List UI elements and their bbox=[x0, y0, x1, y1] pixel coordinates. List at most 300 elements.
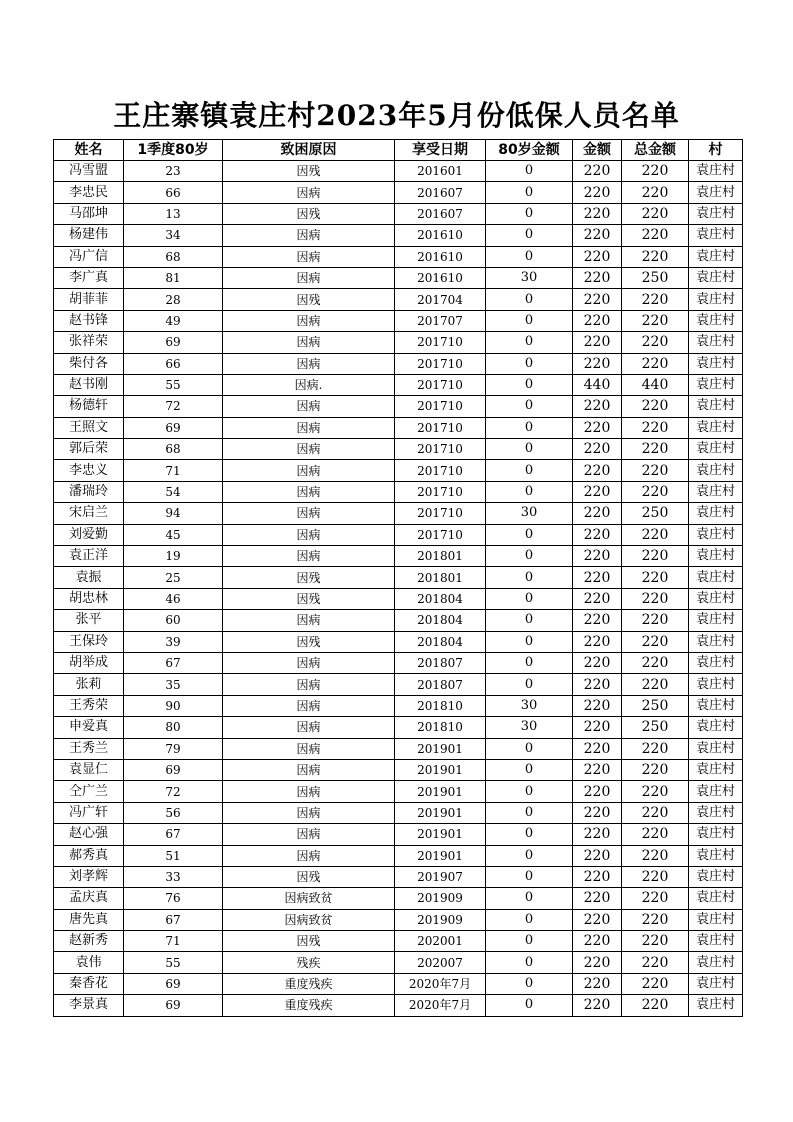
cell-date: 201901 bbox=[395, 781, 486, 802]
cell-reason: 因残 bbox=[223, 588, 395, 609]
cell-amount: 220 bbox=[573, 888, 622, 909]
cell-amount: 220 bbox=[573, 396, 622, 417]
cell-80-amount: 0 bbox=[486, 995, 573, 1016]
cell-age: 60 bbox=[124, 610, 223, 631]
cell-date: 201807 bbox=[395, 674, 486, 695]
cell-reason: 因病 bbox=[223, 524, 395, 545]
cell-reason: 因病 bbox=[223, 246, 395, 267]
cell-total: 220 bbox=[622, 952, 689, 973]
cell-amount: 220 bbox=[573, 289, 622, 310]
cell-total: 220 bbox=[622, 546, 689, 567]
cell-reason: 重度残疾 bbox=[223, 995, 395, 1016]
cell-80-amount: 0 bbox=[486, 417, 573, 438]
cell-village: 袁庄村 bbox=[689, 610, 743, 631]
table-row bbox=[54, 203, 743, 224]
cell-reason: 因病 bbox=[223, 439, 395, 460]
cell-80-amount: 0 bbox=[486, 909, 573, 930]
cell-amount: 220 bbox=[573, 824, 622, 845]
cell-village: 袁庄村 bbox=[689, 888, 743, 909]
cell-80-amount: 0 bbox=[486, 182, 573, 203]
cell-village: 袁庄村 bbox=[689, 717, 743, 738]
cell-reason: 因病致贫 bbox=[223, 888, 395, 909]
cell-total: 250 bbox=[622, 267, 689, 288]
cell-total: 250 bbox=[622, 717, 689, 738]
table-row bbox=[54, 888, 743, 909]
cell-village: 袁庄村 bbox=[689, 203, 743, 224]
table-row bbox=[54, 717, 743, 738]
cell-80-amount: 0 bbox=[486, 567, 573, 588]
cell-reason: 因病. bbox=[223, 374, 395, 395]
cell-age: 69 bbox=[124, 417, 223, 438]
cell-total: 220 bbox=[622, 481, 689, 502]
cell-name: 张祥荣 bbox=[54, 332, 124, 353]
cell-reason: 因病 bbox=[223, 674, 395, 695]
cell-age: 45 bbox=[124, 524, 223, 545]
cell-80-amount: 0 bbox=[486, 353, 573, 374]
cell-reason: 因病 bbox=[223, 759, 395, 780]
cell-80-amount: 0 bbox=[486, 781, 573, 802]
table-row bbox=[54, 332, 743, 353]
cell-amount: 220 bbox=[573, 332, 622, 353]
cell-reason: 因残 bbox=[223, 203, 395, 224]
cell-name: 冯广轩 bbox=[54, 802, 124, 823]
table-row bbox=[54, 439, 743, 460]
cell-total: 220 bbox=[622, 588, 689, 609]
cell-amount: 220 bbox=[573, 802, 622, 823]
cell-village: 袁庄村 bbox=[689, 802, 743, 823]
cell-amount: 220 bbox=[573, 503, 622, 524]
cell-total: 220 bbox=[622, 781, 689, 802]
cell-amount: 220 bbox=[573, 161, 622, 182]
cell-village: 袁庄村 bbox=[689, 588, 743, 609]
col-header-80-amount: 80岁金额 bbox=[486, 140, 573, 161]
cell-age: 39 bbox=[124, 631, 223, 652]
cell-date: 201710 bbox=[395, 353, 486, 374]
table-row bbox=[54, 374, 743, 395]
cell-age: 54 bbox=[124, 481, 223, 502]
cell-village: 袁庄村 bbox=[689, 225, 743, 246]
cell-date: 201601 bbox=[395, 161, 486, 182]
table-row bbox=[54, 674, 743, 695]
cell-80-amount: 0 bbox=[486, 631, 573, 652]
cell-80-amount: 0 bbox=[486, 738, 573, 759]
cell-reason: 因残 bbox=[223, 289, 395, 310]
cell-amount: 220 bbox=[573, 524, 622, 545]
cell-date: 201804 bbox=[395, 631, 486, 652]
cell-age: 76 bbox=[124, 888, 223, 909]
table-row bbox=[54, 161, 743, 182]
table-row bbox=[54, 396, 743, 417]
cell-name: 张平 bbox=[54, 610, 124, 631]
cell-village: 袁庄村 bbox=[689, 396, 743, 417]
cell-total: 220 bbox=[622, 652, 689, 673]
cell-80-amount: 0 bbox=[486, 802, 573, 823]
cell-village: 袁庄村 bbox=[689, 567, 743, 588]
cell-name: 宋启兰 bbox=[54, 503, 124, 524]
cell-village: 袁庄村 bbox=[689, 161, 743, 182]
cell-age: 69 bbox=[124, 973, 223, 994]
cell-total: 220 bbox=[622, 417, 689, 438]
cell-amount: 220 bbox=[573, 631, 622, 652]
cell-date: 201710 bbox=[395, 396, 486, 417]
cell-reason: 因病 bbox=[223, 802, 395, 823]
cell-name: 柴付各 bbox=[54, 353, 124, 374]
cell-amount: 220 bbox=[573, 995, 622, 1016]
cell-name: 张莉 bbox=[54, 674, 124, 695]
cell-village: 袁庄村 bbox=[689, 439, 743, 460]
cell-80-amount: 0 bbox=[486, 481, 573, 502]
table-row bbox=[54, 417, 743, 438]
cell-total: 440 bbox=[622, 374, 689, 395]
cell-total: 220 bbox=[622, 866, 689, 887]
cell-date: 201901 bbox=[395, 845, 486, 866]
cell-80-amount: 0 bbox=[486, 161, 573, 182]
cell-village: 袁庄村 bbox=[689, 353, 743, 374]
cell-total: 220 bbox=[622, 225, 689, 246]
cell-amount: 220 bbox=[573, 267, 622, 288]
cell-80-amount: 0 bbox=[486, 674, 573, 695]
cell-reason: 因残 bbox=[223, 866, 395, 887]
cell-reason: 因病 bbox=[223, 824, 395, 845]
cell-80-amount: 30 bbox=[486, 503, 573, 524]
cell-name: 王照文 bbox=[54, 417, 124, 438]
cell-age: 34 bbox=[124, 225, 223, 246]
cell-date: 201710 bbox=[395, 460, 486, 481]
cell-amount: 220 bbox=[573, 203, 622, 224]
cell-80-amount: 0 bbox=[486, 652, 573, 673]
col-header-total: 总金额 bbox=[622, 140, 689, 161]
cell-amount: 220 bbox=[573, 353, 622, 374]
cell-80-amount: 30 bbox=[486, 695, 573, 716]
cell-80-amount: 0 bbox=[486, 866, 573, 887]
cell-reason: 因残 bbox=[223, 631, 395, 652]
cell-reason: 因病 bbox=[223, 182, 395, 203]
cell-date: 201804 bbox=[395, 610, 486, 631]
cell-80-amount: 0 bbox=[486, 203, 573, 224]
cell-amount: 220 bbox=[573, 695, 622, 716]
cell-total: 220 bbox=[622, 995, 689, 1016]
cell-80-amount: 0 bbox=[486, 439, 573, 460]
cell-total: 220 bbox=[622, 246, 689, 267]
table-row bbox=[54, 781, 743, 802]
cell-name: 冯雪盟 bbox=[54, 161, 124, 182]
cell-date: 201610 bbox=[395, 246, 486, 267]
cell-village: 袁庄村 bbox=[689, 246, 743, 267]
table-row bbox=[54, 952, 743, 973]
table-row bbox=[54, 652, 743, 673]
table-row bbox=[54, 481, 743, 502]
cell-name: 赵书刚 bbox=[54, 374, 124, 395]
cell-80-amount: 0 bbox=[486, 546, 573, 567]
cell-village: 袁庄村 bbox=[689, 182, 743, 203]
table-row bbox=[54, 246, 743, 267]
cell-total: 220 bbox=[622, 610, 689, 631]
cell-amount: 440 bbox=[573, 374, 622, 395]
cell-80-amount: 0 bbox=[486, 610, 573, 631]
cell-reason: 因病 bbox=[223, 503, 395, 524]
cell-80-amount: 30 bbox=[486, 717, 573, 738]
cell-village: 袁庄村 bbox=[689, 481, 743, 502]
cell-total: 220 bbox=[622, 973, 689, 994]
col-header-amount: 金额 bbox=[573, 140, 622, 161]
cell-reason: 因病 bbox=[223, 417, 395, 438]
cell-total: 220 bbox=[622, 738, 689, 759]
cell-date: 201710 bbox=[395, 332, 486, 353]
table-row bbox=[54, 695, 743, 716]
cell-date: 201710 bbox=[395, 524, 486, 545]
cell-amount: 220 bbox=[573, 310, 622, 331]
cell-total: 250 bbox=[622, 695, 689, 716]
cell-reason: 因病 bbox=[223, 652, 395, 673]
cell-village: 袁庄村 bbox=[689, 973, 743, 994]
cell-reason: 因病 bbox=[223, 310, 395, 331]
cell-age: 66 bbox=[124, 353, 223, 374]
cell-village: 袁庄村 bbox=[689, 524, 743, 545]
cell-date: 201907 bbox=[395, 866, 486, 887]
cell-reason: 因病 bbox=[223, 353, 395, 374]
cell-80-amount: 0 bbox=[486, 588, 573, 609]
cell-amount: 220 bbox=[573, 931, 622, 952]
cell-name: 唐先真 bbox=[54, 909, 124, 930]
table-row bbox=[54, 973, 743, 994]
cell-date: 201710 bbox=[395, 417, 486, 438]
cell-reason: 因病 bbox=[223, 267, 395, 288]
cell-name: 潘瑞玲 bbox=[54, 481, 124, 502]
cell-name: 李忠义 bbox=[54, 460, 124, 481]
table-row bbox=[54, 225, 743, 246]
cell-name: 胡忠林 bbox=[54, 588, 124, 609]
table-row bbox=[54, 931, 743, 952]
table-row bbox=[54, 845, 743, 866]
cell-date: 201909 bbox=[395, 909, 486, 930]
cell-80-amount: 0 bbox=[486, 952, 573, 973]
table-row bbox=[54, 866, 743, 887]
cell-total: 220 bbox=[622, 567, 689, 588]
cell-date: 201710 bbox=[395, 503, 486, 524]
cell-reason: 重度残疾 bbox=[223, 973, 395, 994]
cell-village: 袁庄村 bbox=[689, 759, 743, 780]
cell-80-amount: 0 bbox=[486, 310, 573, 331]
cell-age: 71 bbox=[124, 460, 223, 481]
cell-amount: 220 bbox=[573, 866, 622, 887]
table-row bbox=[54, 631, 743, 652]
table-row bbox=[54, 738, 743, 759]
cell-name: 仝广兰 bbox=[54, 781, 124, 802]
table-row bbox=[54, 588, 743, 609]
table-row bbox=[54, 503, 743, 524]
cell-reason: 因病 bbox=[223, 717, 395, 738]
cell-amount: 220 bbox=[573, 225, 622, 246]
cell-amount: 220 bbox=[573, 246, 622, 267]
cell-name: 冯广信 bbox=[54, 246, 124, 267]
cell-date: 201801 bbox=[395, 567, 486, 588]
cell-village: 袁庄村 bbox=[689, 695, 743, 716]
cell-reason: 因残 bbox=[223, 567, 395, 588]
cell-age: 13 bbox=[124, 203, 223, 224]
cell-date: 201610 bbox=[395, 267, 486, 288]
table-row bbox=[54, 310, 743, 331]
table-row bbox=[54, 460, 743, 481]
cell-date: 201710 bbox=[395, 374, 486, 395]
cell-amount: 220 bbox=[573, 973, 622, 994]
cell-reason: 因病 bbox=[223, 396, 395, 417]
table-row bbox=[54, 546, 743, 567]
cell-name: 袁显仁 bbox=[54, 759, 124, 780]
cell-age: 28 bbox=[124, 289, 223, 310]
cell-name: 孟庆真 bbox=[54, 888, 124, 909]
table-row bbox=[54, 289, 743, 310]
cell-village: 袁庄村 bbox=[689, 995, 743, 1016]
cell-age: 71 bbox=[124, 931, 223, 952]
cell-age: 66 bbox=[124, 182, 223, 203]
cell-80-amount: 0 bbox=[486, 246, 573, 267]
cell-name: 李忠民 bbox=[54, 182, 124, 203]
cell-age: 80 bbox=[124, 717, 223, 738]
cell-amount: 220 bbox=[573, 759, 622, 780]
cell-village: 袁庄村 bbox=[689, 417, 743, 438]
cell-80-amount: 0 bbox=[486, 973, 573, 994]
cell-amount: 220 bbox=[573, 652, 622, 673]
cell-village: 袁庄村 bbox=[689, 652, 743, 673]
table-row bbox=[54, 610, 743, 631]
cell-date: 201901 bbox=[395, 824, 486, 845]
cell-name: 赵书锋 bbox=[54, 310, 124, 331]
cell-age: 69 bbox=[124, 332, 223, 353]
cell-80-amount: 0 bbox=[486, 374, 573, 395]
cell-total: 220 bbox=[622, 439, 689, 460]
cell-date: 201909 bbox=[395, 888, 486, 909]
cell-name: 赵心强 bbox=[54, 824, 124, 845]
cell-village: 袁庄村 bbox=[689, 631, 743, 652]
cell-village: 袁庄村 bbox=[689, 824, 743, 845]
cell-amount: 220 bbox=[573, 546, 622, 567]
cell-name: 袁正洋 bbox=[54, 546, 124, 567]
cell-date: 2020年7月 bbox=[395, 995, 486, 1016]
cell-total: 220 bbox=[622, 802, 689, 823]
cell-age: 94 bbox=[124, 503, 223, 524]
cell-total: 220 bbox=[622, 203, 689, 224]
cell-village: 袁庄村 bbox=[689, 310, 743, 331]
cell-total: 220 bbox=[622, 310, 689, 331]
col-header-age: 1季度80岁 bbox=[124, 140, 223, 161]
cell-total: 220 bbox=[622, 845, 689, 866]
cell-80-amount: 0 bbox=[486, 396, 573, 417]
table-row bbox=[54, 802, 743, 823]
cell-name: 袁振 bbox=[54, 567, 124, 588]
cell-name: 马邵坤 bbox=[54, 203, 124, 224]
cell-total: 220 bbox=[622, 182, 689, 203]
cell-age: 67 bbox=[124, 652, 223, 673]
cell-age: 72 bbox=[124, 781, 223, 802]
cell-name: 胡举成 bbox=[54, 652, 124, 673]
cell-date: 201807 bbox=[395, 652, 486, 673]
cell-name: 袁伟 bbox=[54, 952, 124, 973]
cell-reason: 因残 bbox=[223, 931, 395, 952]
cell-reason: 因病 bbox=[223, 610, 395, 631]
cell-age: 81 bbox=[124, 267, 223, 288]
cell-80-amount: 30 bbox=[486, 267, 573, 288]
cell-village: 袁庄村 bbox=[689, 460, 743, 481]
cell-date: 201607 bbox=[395, 182, 486, 203]
cell-amount: 220 bbox=[573, 738, 622, 759]
cell-total: 220 bbox=[622, 524, 689, 545]
cell-reason: 残疾 bbox=[223, 952, 395, 973]
cell-age: 23 bbox=[124, 161, 223, 182]
cell-date: 2020年7月 bbox=[395, 973, 486, 994]
table-row bbox=[54, 524, 743, 545]
cell-date: 201710 bbox=[395, 439, 486, 460]
cell-date: 201607 bbox=[395, 203, 486, 224]
cell-80-amount: 0 bbox=[486, 759, 573, 780]
cell-age: 33 bbox=[124, 866, 223, 887]
cell-amount: 220 bbox=[573, 674, 622, 695]
cell-amount: 220 bbox=[573, 439, 622, 460]
cell-total: 220 bbox=[622, 396, 689, 417]
table-row bbox=[54, 267, 743, 288]
cell-age: 49 bbox=[124, 310, 223, 331]
cell-date: 201810 bbox=[395, 695, 486, 716]
cell-reason: 因病 bbox=[223, 332, 395, 353]
cell-total: 220 bbox=[622, 909, 689, 930]
cell-name: 王保玲 bbox=[54, 631, 124, 652]
cell-total: 220 bbox=[622, 289, 689, 310]
cell-village: 袁庄村 bbox=[689, 931, 743, 952]
cell-name: 胡菲菲 bbox=[54, 289, 124, 310]
cell-reason: 因病 bbox=[223, 781, 395, 802]
cell-amount: 220 bbox=[573, 182, 622, 203]
cell-age: 68 bbox=[124, 246, 223, 267]
cell-village: 袁庄村 bbox=[689, 866, 743, 887]
cell-name: 王秀荣 bbox=[54, 695, 124, 716]
cell-village: 袁庄村 bbox=[689, 503, 743, 524]
cell-total: 220 bbox=[622, 759, 689, 780]
cell-amount: 220 bbox=[573, 567, 622, 588]
cell-age: 69 bbox=[124, 759, 223, 780]
cell-amount: 220 bbox=[573, 952, 622, 973]
cell-village: 袁庄村 bbox=[689, 674, 743, 695]
cell-reason: 因病 bbox=[223, 481, 395, 502]
cell-reason: 因病 bbox=[223, 546, 395, 567]
cell-date: 201801 bbox=[395, 546, 486, 567]
table-row bbox=[54, 759, 743, 780]
cell-total: 220 bbox=[622, 353, 689, 374]
cell-amount: 220 bbox=[573, 909, 622, 930]
cell-name: 秦香花 bbox=[54, 973, 124, 994]
table-row bbox=[54, 909, 743, 930]
cell-date: 201901 bbox=[395, 759, 486, 780]
cell-date: 201710 bbox=[395, 481, 486, 502]
col-header-name: 姓名 bbox=[54, 140, 124, 161]
cell-name: 李景真 bbox=[54, 995, 124, 1016]
cell-name: 赵新秀 bbox=[54, 931, 124, 952]
cell-amount: 220 bbox=[573, 845, 622, 866]
cell-amount: 220 bbox=[573, 417, 622, 438]
cell-age: 67 bbox=[124, 824, 223, 845]
cell-age: 46 bbox=[124, 588, 223, 609]
cell-total: 220 bbox=[622, 888, 689, 909]
table-row bbox=[54, 824, 743, 845]
cell-total: 250 bbox=[622, 503, 689, 524]
cell-age: 67 bbox=[124, 909, 223, 930]
table-row bbox=[54, 995, 743, 1016]
roster-table bbox=[53, 139, 743, 1017]
cell-age: 69 bbox=[124, 995, 223, 1016]
col-header-date: 享受日期 bbox=[395, 140, 486, 161]
cell-village: 袁庄村 bbox=[689, 738, 743, 759]
cell-age: 72 bbox=[124, 396, 223, 417]
cell-name: 杨建伟 bbox=[54, 225, 124, 246]
cell-village: 袁庄村 bbox=[689, 546, 743, 567]
